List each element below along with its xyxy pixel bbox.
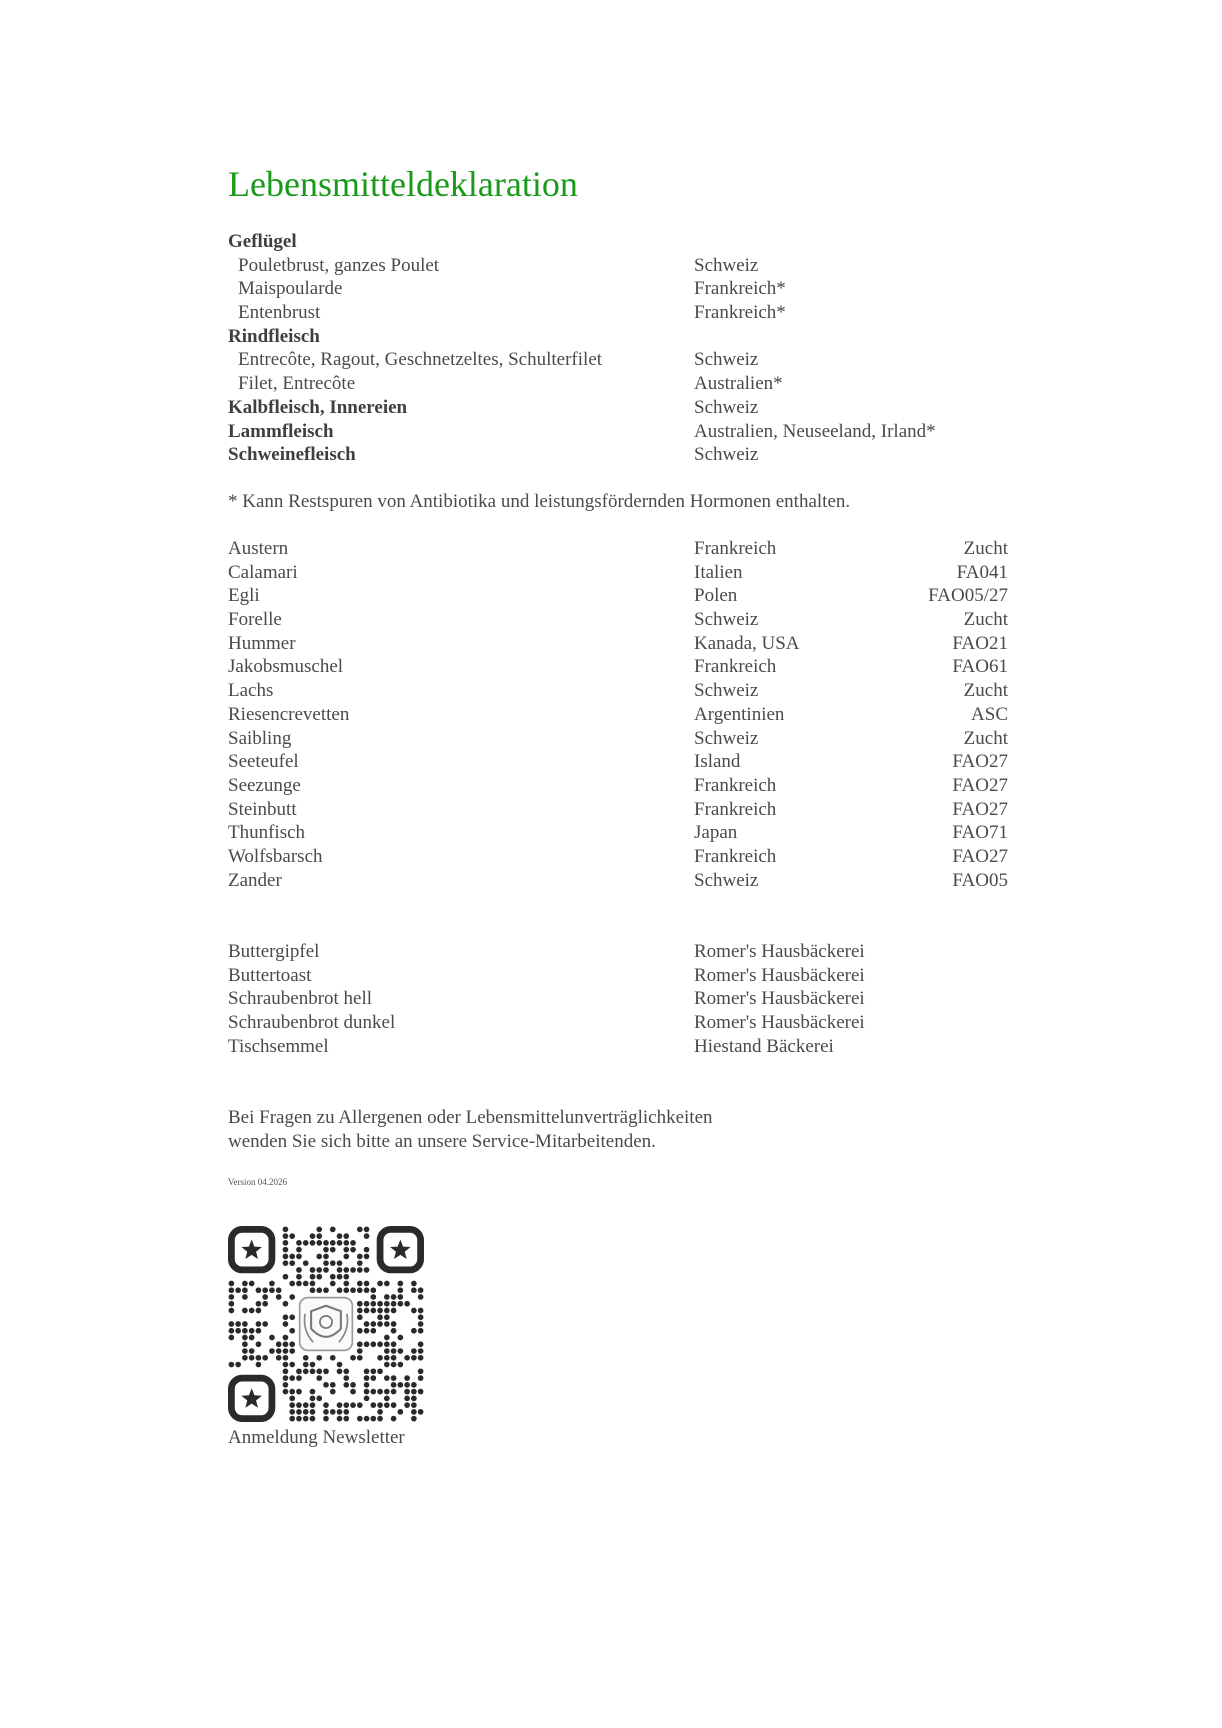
fish-name: Steinbutt xyxy=(228,798,297,820)
meat-name: Entenbrust xyxy=(238,302,321,324)
meat-name: Entrecôte, Ragout, Geschnetzeltes, Schulterfilet xyxy=(238,349,603,371)
meat-origin: Frankreich* xyxy=(694,278,786,300)
fish-row xyxy=(228,750,1008,774)
meat-origin: Australien, Neuseeland, Irland* xyxy=(694,420,936,442)
bakery-name: Buttertoast xyxy=(228,964,312,986)
fish-row xyxy=(228,774,1008,798)
fish-catch-code: FAO27 xyxy=(952,798,1008,820)
fish-name: Egli xyxy=(228,585,260,607)
meat-origin: Schweiz xyxy=(694,349,759,371)
fish-row xyxy=(228,869,1008,893)
bakery-origin: Romer's Hausbäckerei xyxy=(694,1012,865,1034)
bakery-row xyxy=(228,1011,1008,1035)
fish-name: Jakobsmuschel xyxy=(228,656,344,678)
bakery-origin: Romer's Hausbäckerei xyxy=(694,964,865,986)
fish-origin: Argentinien xyxy=(694,703,785,725)
fish-name: Wolfsbarsch xyxy=(228,845,323,867)
antibiotics-note: * Kann Restspuren von Antibiotika und leistungsfördernden Hormonen enthalten. xyxy=(228,491,851,512)
meat-origin: Frankreich* xyxy=(694,302,786,324)
fish-catch-code: Zucht xyxy=(963,727,1008,749)
fish-row xyxy=(228,845,1008,869)
meat-row xyxy=(228,396,1008,420)
fish-row xyxy=(228,821,1008,845)
fish-row xyxy=(228,632,1008,656)
fish-name: Seezunge xyxy=(228,774,301,796)
meat-name: Kalbfleisch, Innereien xyxy=(228,396,408,418)
meat-origin-list xyxy=(228,230,1008,467)
fish-origin: Schweiz xyxy=(694,727,759,749)
qr-code-icon[interactable] xyxy=(228,1226,424,1422)
fish-origin: Schweiz xyxy=(694,869,759,891)
meat-row xyxy=(228,372,1008,396)
bakery-origin: Romer's Hausbäckerei xyxy=(694,941,865,962)
fish-catch-code: FAO71 xyxy=(952,822,1008,844)
fish-name: Austern xyxy=(228,538,289,559)
fish-name: Lachs xyxy=(228,680,274,702)
fish-row xyxy=(228,655,1008,679)
fish-catch-code: FAO27 xyxy=(952,774,1008,796)
fish-origin: Frankreich xyxy=(694,656,777,678)
meat-name: Filet, Entrecôte xyxy=(238,373,356,395)
fish-row xyxy=(228,703,1008,727)
meat-origin: Australien* xyxy=(694,373,783,395)
fish-origin: Japan xyxy=(694,822,738,844)
fish-row xyxy=(228,608,1008,632)
fish-name: Zander xyxy=(228,869,282,891)
meat-name: Lammfleisch xyxy=(228,420,334,442)
bakery-name: Tischsemmel xyxy=(228,1035,329,1057)
fish-catch-code: FAO21 xyxy=(952,632,1008,654)
bakery-origin: Hiestand Bäckerei xyxy=(694,1035,834,1057)
fish-origin: Island xyxy=(694,751,741,773)
fish-catch-code: FA041 xyxy=(956,561,1008,583)
fish-catch-code: FAO05/27 xyxy=(928,585,1008,607)
fish-row xyxy=(228,537,1008,561)
meat-name: Schweinefleisch xyxy=(228,444,356,466)
bakery-origin: Romer's Hausbäckerei xyxy=(694,988,865,1010)
fish-name: Thunfisch xyxy=(228,822,306,844)
meat-row xyxy=(228,325,1008,349)
meat-origin: Schweiz xyxy=(694,254,759,276)
fish-origin: Italien xyxy=(694,561,743,583)
fish-catch-code: FAO27 xyxy=(952,751,1008,773)
meat-row xyxy=(228,348,1008,372)
meat-name: Maispoularde xyxy=(238,278,343,300)
fish-name: Saibling xyxy=(228,727,292,749)
fish-row xyxy=(228,679,1008,703)
fish-name: Hummer xyxy=(228,632,296,654)
fish-origin: Schweiz xyxy=(694,609,759,631)
version-label: Version 04.2026 xyxy=(228,1177,287,1187)
allergen-info-line-2: wenden Sie sich bitte an unsere Service-Mitarbeitenden. xyxy=(228,1131,656,1152)
meat-row xyxy=(228,254,1008,278)
fish-catch-code: Zucht xyxy=(963,609,1008,631)
meat-row xyxy=(228,301,1008,325)
meat-row xyxy=(228,277,1008,301)
fish-catch-code: ASC xyxy=(971,703,1008,725)
fish-origin: Polen xyxy=(694,585,738,607)
fish-origin: Kanada, USA xyxy=(694,632,800,654)
fish-row xyxy=(228,727,1008,751)
allergen-info-line-1: Bei Fragen zu Allergenen oder Lebensmittelunverträglichkeiten xyxy=(228,1107,713,1128)
bakery-origin-list xyxy=(228,940,1008,1058)
fish-catch-code: FAO27 xyxy=(952,845,1008,867)
meat-origin: Schweiz xyxy=(694,396,759,418)
fish-name: Riesencrevetten xyxy=(228,703,350,725)
fish-row xyxy=(228,561,1008,585)
fish-name: Seeteufel xyxy=(228,751,299,773)
meat-name: Rindfleisch xyxy=(228,325,320,347)
meat-row xyxy=(228,443,1008,467)
allergen-info xyxy=(228,1106,713,1154)
bakery-name: Schraubenbrot dunkel xyxy=(228,1012,396,1034)
bakery-name: Buttergipfel xyxy=(228,941,320,962)
fish-origin: Frankreich xyxy=(694,798,777,820)
meat-name: Pouletbrust, ganzes Poulet xyxy=(238,254,440,276)
fish-catch-code: Zucht xyxy=(963,538,1008,559)
fish-origin: Frankreich xyxy=(694,538,777,559)
bakery-row xyxy=(228,987,1008,1011)
fish-name: Forelle xyxy=(228,609,282,631)
meat-name: Geflügel xyxy=(228,231,297,252)
fish-origin-list xyxy=(228,537,1008,892)
fish-row xyxy=(228,584,1008,608)
page-title: Lebensmitteldeklaration xyxy=(228,164,578,204)
meat-origin: Schweiz xyxy=(694,444,759,466)
meat-row xyxy=(228,230,1008,254)
bakery-name: Schraubenbrot hell xyxy=(228,988,373,1010)
fish-row xyxy=(228,798,1008,822)
fish-origin: Frankreich xyxy=(694,845,777,867)
fish-catch-code: FAO05 xyxy=(952,869,1008,891)
fish-catch-code: FAO61 xyxy=(952,656,1008,678)
bakery-row xyxy=(228,1035,1008,1059)
fish-origin: Schweiz xyxy=(694,680,759,702)
document-page xyxy=(228,0,1008,1728)
fish-name: Calamari xyxy=(228,561,298,583)
bakery-row xyxy=(228,964,1008,988)
meat-row xyxy=(228,420,1008,444)
fish-catch-code: Zucht xyxy=(963,680,1008,702)
fish-origin: Frankreich xyxy=(694,774,777,796)
newsletter-caption: Anmeldung Newsletter xyxy=(228,1427,405,1448)
bakery-row xyxy=(228,940,1008,964)
